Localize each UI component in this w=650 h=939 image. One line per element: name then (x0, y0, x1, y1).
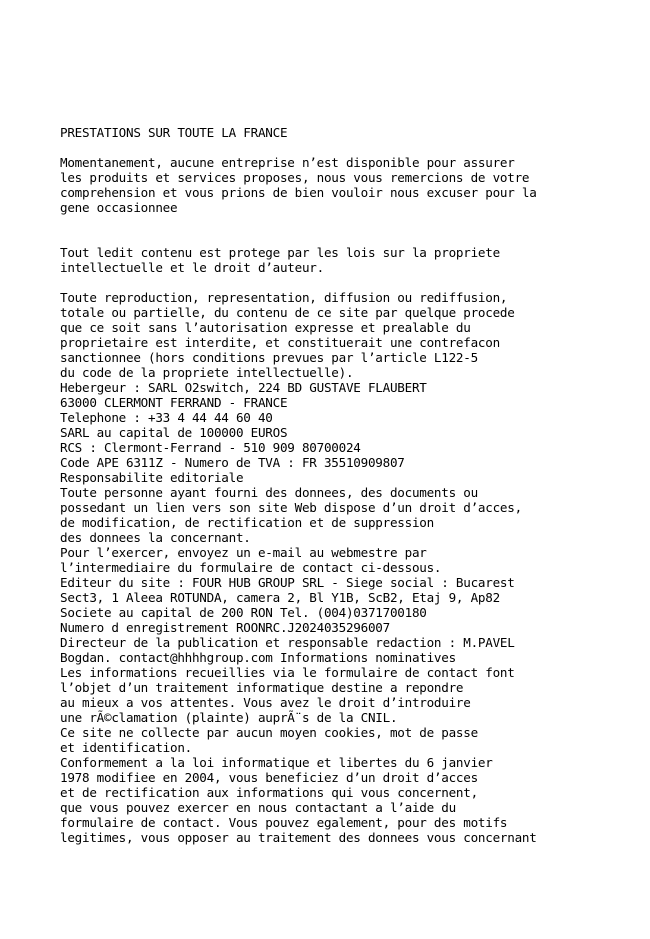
legal-line: l’objet d’un traitement informatique destine a repondre (60, 680, 464, 695)
legal-line: au mieux a vos attentes. Vous avez le droit d’introduire (60, 695, 471, 710)
legal-line: legitimes, vous opposer au traitement des donnees vous concernant (60, 830, 537, 845)
copyright-line: intellectuelle et le droit d’auteur. (60, 260, 324, 275)
legal-line: Telephone : +33 4 44 44 60 40 (60, 410, 273, 425)
legal-line: Directeur de la publication et responsable redaction : M.PAVEL (60, 635, 515, 650)
legal-line: et de rectification aux informations qui vous concernent, (60, 785, 478, 800)
legal-line: Numero d enregistrement ROONRC.J2024035296007 (60, 620, 390, 635)
legal-line: une rÃ©clamation (plainte) auprÃ¨s de la CNIL. (60, 710, 398, 725)
legal-line: totale ou partielle, du contenu de ce site par quelque procede (60, 305, 515, 320)
copyright-line: Tout ledit contenu est protege par les lois sur la propriete (60, 245, 500, 260)
notice-line: Momentanement, aucune entreprise n’est disponible pour assurer (60, 155, 515, 170)
legal-notice-page (60, 125, 650, 845)
spacer (60, 215, 650, 245)
legal-line: et identification. (60, 740, 192, 755)
page-heading: PRESTATIONS SUR TOUTE LA FRANCE (60, 125, 288, 140)
legal-line: 63000 CLERMONT FERRAND - FRANCE (60, 395, 288, 410)
legal-line: Hebergeur : SARL O2switch, 224 BD GUSTAVE FLAUBERT (60, 380, 427, 395)
legal-line: Editeur du site : FOUR HUB GROUP SRL - Siege social : Bucarest (60, 575, 515, 590)
legal-line: des donnees la concernant. (60, 530, 251, 545)
notice-line: gene occasionnee (60, 200, 178, 215)
legal-line: Code APE 6311Z - Numero de TVA : FR 35510909807 (60, 455, 405, 470)
legal-line: Toute reproduction, representation, diffusion ou rediffusion, (60, 290, 508, 305)
legal-line: Responsabilite editoriale (60, 470, 244, 485)
notice-line: les produits et services proposes, nous vous remercions de votre (60, 170, 530, 185)
unavailability-notice (60, 155, 650, 215)
legal-line: Ce site ne collecte par aucun moyen cookies, mot de passe (60, 725, 478, 740)
legal-line: Sect3, 1 Aleea ROTUNDA, camera 2, Bl Y1B, ScB2, Etaj 9, Ap82 (60, 590, 500, 605)
legal-line: 1978 modifiee en 2004, vous beneficiez d’un droit d’acces (60, 770, 478, 785)
legal-line: Toute personne ayant fourni des donnees, des documents ou (60, 485, 478, 500)
legal-line: SARL au capital de 100000 EUROS (60, 425, 288, 440)
legal-line: proprietaire est interdite, et constituerait une contrefacon (60, 335, 500, 350)
legal-line: Pour l’exercer, envoyez un e-mail au webmestre par (60, 545, 427, 560)
legal-mentions (60, 290, 650, 845)
legal-line: Les informations recueillies via le formulaire de contact font (60, 665, 515, 680)
notice-line: comprehension et vous prions de bien vouloir nous excuser pour la (60, 185, 537, 200)
copyright-notice (60, 245, 650, 275)
legal-line: Societe au capital de 200 RON Tel. (004)0371700180 (60, 605, 427, 620)
legal-line: que ce soit sans l’autorisation expresse et prealable du (60, 320, 471, 335)
legal-line: Bogdan. contact@hhhhgroup.com Informations nominatives (60, 650, 456, 665)
legal-line: sanctionnee (hors conditions prevues par l’article L122-5 (60, 350, 478, 365)
legal-line: l’intermediaire du formulaire de contact ci-dessous. (60, 560, 442, 575)
spacer (60, 275, 650, 290)
legal-line: RCS : Clermont-Ferrand - 510 909 80700024 (60, 440, 361, 455)
legal-line: du code de la propriete intellectuelle). (60, 365, 354, 380)
legal-line: Conformement a la loi informatique et libertes du 6 janvier (60, 755, 493, 770)
legal-line: que vous pouvez exercer en nous contactant a l’aide du (60, 800, 456, 815)
legal-line: formulaire de contact. Vous pouvez egalement, pour des motifs (60, 815, 508, 830)
legal-line: possedant un lien vers son site Web dispose d’un droit d’acces, (60, 500, 522, 515)
legal-line: de modification, de rectification et de suppression (60, 515, 434, 530)
